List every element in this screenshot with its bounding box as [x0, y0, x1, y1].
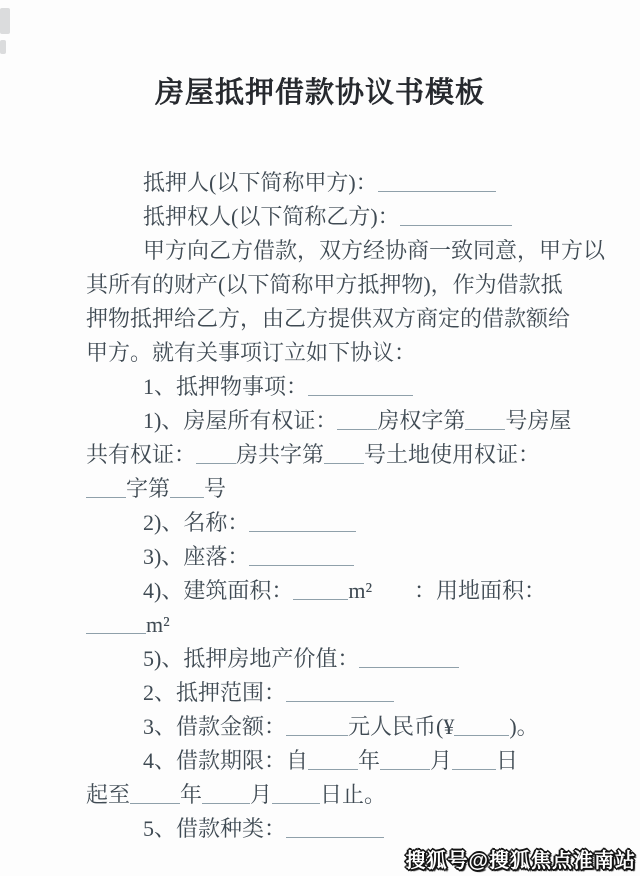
text-run: )。 [509, 714, 539, 739]
item-1-5-value [86, 642, 620, 676]
preamble-line-3 [86, 302, 620, 336]
text-run: 甲方。就有关事项订立如下协议： [86, 340, 417, 365]
blank-field [286, 681, 394, 702]
blank-field [196, 443, 236, 464]
text-run: 月 [250, 782, 273, 807]
text-run: 其所有的财产(以下简称甲方抵押物)，作为借款抵 [86, 272, 563, 297]
text-run: 5)、抵押房地产价值： [143, 646, 360, 671]
text-run: m² [348, 578, 373, 603]
text-run: 元人民币(¥ [348, 714, 455, 739]
text-run: 4)、建筑面积： [143, 578, 294, 603]
text-run: 字第 [126, 476, 171, 501]
blank-field [400, 205, 512, 226]
text-run: 甲方向乙方借款，双方经协商一致同意，甲方以 [143, 238, 606, 263]
text-run: 起至 [86, 782, 131, 807]
watermark-sohu: 搜狐号@搜狐焦点淮南站 [405, 850, 636, 872]
item-5-loan-type [86, 812, 620, 846]
item-4-term-line-1 [86, 744, 620, 778]
blank-field [249, 545, 354, 566]
blank-field [454, 715, 509, 736]
text-run: 4、借款期限：自 [143, 748, 309, 773]
blank-field [249, 511, 356, 532]
spacer [372, 597, 414, 598]
scan-artifact [0, 8, 10, 34]
text-run: m² [146, 612, 170, 637]
item-1-heading [86, 370, 620, 404]
page-title: 房屋抵押借款协议书模板 [154, 77, 485, 109]
text-run: 2、抵押范围： [143, 680, 287, 705]
blank-field [130, 783, 180, 804]
mortgagee-line [86, 200, 620, 234]
text-run: 1)、房屋所有权证： [143, 408, 338, 433]
blank-field [452, 749, 496, 770]
blank-field [293, 579, 348, 600]
blank-field [202, 783, 250, 804]
blank-field [286, 715, 348, 736]
blank-field [86, 477, 126, 498]
blank-field [272, 783, 320, 804]
text-run: 年 [180, 782, 203, 807]
blank-field [378, 171, 496, 192]
item-1-2-name [86, 506, 620, 540]
item-4-term-line-2 [86, 778, 620, 812]
item-1-3-location [86, 540, 620, 574]
blank-field [308, 749, 358, 770]
blank-field [337, 409, 377, 430]
blank-field [308, 375, 413, 396]
text-run: 共有权证： [86, 442, 197, 467]
item-1-1-line-3 [86, 472, 620, 506]
item-1-1-line-2 [86, 438, 620, 472]
item-1-4-area-1 [86, 574, 620, 608]
text-run: 号 [204, 476, 227, 501]
blank-field [380, 749, 430, 770]
text-run: 抵押权人(以下简称乙方)： [143, 204, 400, 229]
preamble-line-1 [86, 234, 620, 268]
text-run: 房权字第 [377, 408, 466, 433]
text-run: ：用地面积： [414, 578, 547, 603]
item-1-4-area-2 [86, 608, 620, 642]
scan-artifact [0, 40, 6, 54]
text-run: 3、借款金额： [143, 714, 287, 739]
preamble-line-2 [86, 268, 620, 302]
blank-field [86, 613, 146, 634]
blank-field [324, 443, 364, 464]
text-run: 押物抵押给乙方，由乙方提供双方商定的借款额给 [86, 306, 571, 331]
text-run: 日 [496, 748, 519, 773]
blank-field [170, 477, 204, 498]
text-run: 1、抵押物事项： [143, 374, 309, 399]
text-run: 5、借款种类： [143, 816, 287, 841]
item-2-scope [86, 676, 620, 710]
text-run: 抵押人(以下简称甲方)： [143, 170, 378, 195]
preamble-line-4 [86, 336, 620, 370]
blank-field [359, 647, 459, 668]
text-run: 3)、座落： [143, 544, 250, 569]
blank-field [286, 817, 384, 838]
item-3-amount [86, 710, 620, 744]
text-run: 房共字第 [236, 442, 325, 467]
text-run: 月 [430, 748, 453, 773]
document-body [0, 166, 640, 846]
text-run: 号土地使用权证： [364, 442, 541, 467]
text-run: 号房屋 [505, 408, 572, 433]
mortgagor-line [86, 166, 620, 200]
item-1-1-line-1 [86, 404, 620, 438]
text-run: 日止。 [320, 782, 387, 807]
blank-field [465, 409, 505, 430]
text-run: 2)、名称： [143, 510, 250, 535]
text-run: 年 [358, 748, 381, 773]
